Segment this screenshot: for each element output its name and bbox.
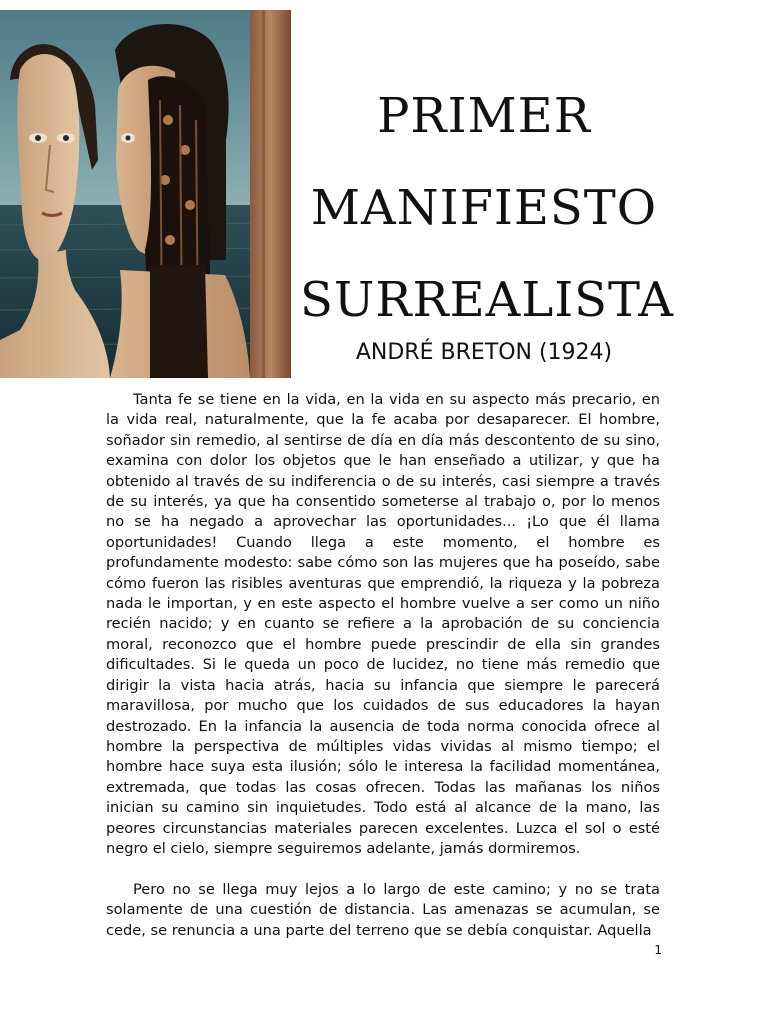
title-line-3: SURREALISTA: [300, 272, 675, 328]
page-number: 1: [654, 943, 662, 957]
cover-painting: [0, 10, 291, 378]
title-line-1: PRIMER: [377, 88, 591, 144]
author-line: ANDRÉ BRETON (1924): [355, 340, 613, 365]
document-title: [300, 70, 675, 346]
body-text: [106, 390, 660, 941]
paragraph-1: Tanta fe se tiene en la vida, en la vida en su aspecto más precario, en la vida real, naturalmente, que la fe acaba por desaparecer. El hombre, soñador sin remedio, al sentirse de día en día más descontento de su sino, examina con dolor los objetos que le han enseñado a utilizar, y que ha obtenido al través de su indiferencia o de su interés, casi siempre a través de su interés, ya que ha consentido someterse al trabajo o, por lo menos no se ha negado a aprovechar las oportunidades... ¡Lo que él llama oportunidades! Cuando llega a este momento, el hombre es profundamente modesto: sabe cómo son las mujeres que ha poseído, sabe cómo fueron las risibles aventuras que emprendió, la riqueza y la pobreza nada le importan, y en este aspecto el hombre vuelve a ser como un niño recién nacido; y en cuanto se refiere a la aprobación de su conciencia moral, reconozco que el hombre puede prescindir de ella sin grandes dificultades. Si le queda un poco de lucidez, no tiene más remedio que dirigir la vista hacia atrás, hacia su infancia que siempre le parecerá maravillosa, por mucho que los cuidados de sus educadores la hayan destrozado. En la infancia la ausencia de toda norma conocida ofrece al hombre la perspectiva de múltiples vidas vividas al mismo tiempo; el hombre hace suya esta ilusión; sólo le interesa la facilidad momentánea, extremada, que todas las cosas ofrecen. Todas las mañanas los niños inician su camino sin inquietudes. Todo está al alcance de la mano, las peores circunstancias materiales parecen excelentes. Luzca el sol o esté negro el cielo, siempre seguiremos adelante, jamás dormiremos.: [106, 391, 660, 857]
title-line-2: MANIFIESTO: [310, 180, 658, 236]
paragraph-2: Pero no se llega muy lejos a lo largo de este camino; y no se trata solamente de una cuestión de distancia. Las amenazas se acumulan, se cede, se renuncia a una parte del terreno que se debía conquistar. Aquella: [106, 880, 660, 939]
